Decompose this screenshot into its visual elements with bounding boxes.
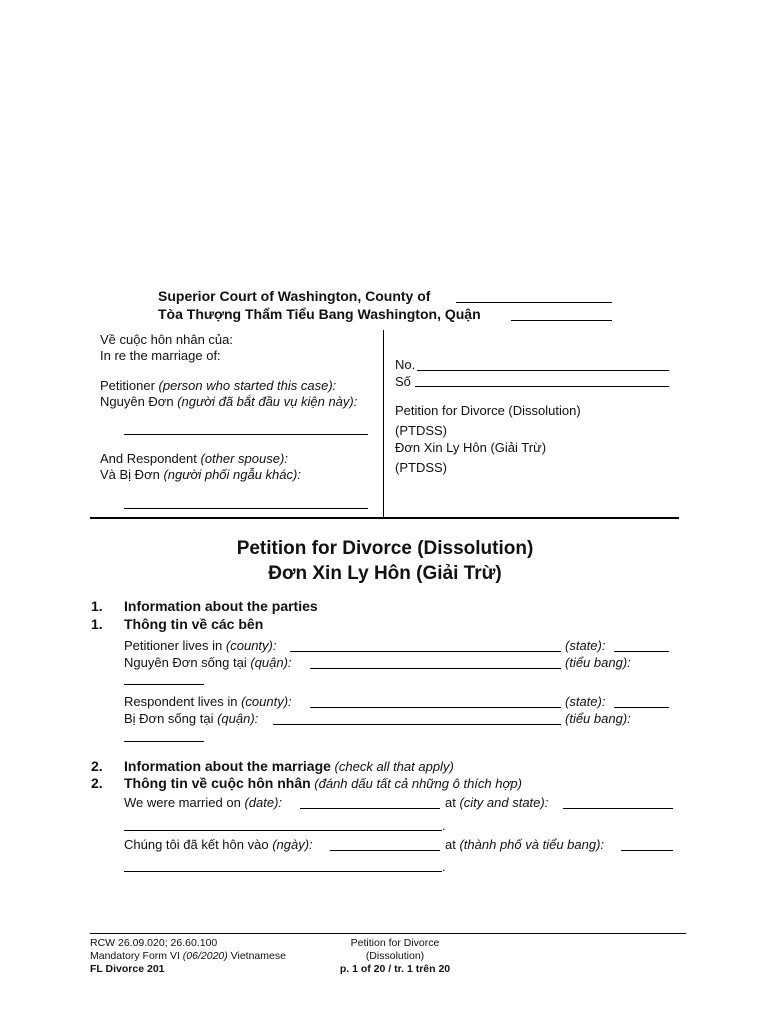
married-at-vi: at (thành phố và tiểu bang): [445, 837, 605, 852]
period-en: . [442, 818, 446, 833]
section2-num-en: 2. [91, 758, 103, 774]
petitioner-county-field-vi[interactable] [310, 668, 561, 669]
respondent-county-field[interactable] [310, 707, 561, 708]
respondent-state-label: (state): [565, 694, 606, 709]
footer-form-id: FL Divorce 201 [90, 963, 165, 975]
court-title-vi: Tòa Thượng Thẩm Tiểu Bang Washington, Quận [158, 306, 481, 322]
marriage-city-field-vi-cont[interactable] [124, 871, 442, 872]
petitioner-label-vi: Nguyên Đơn (người đã bắt đầu vụ kiện này): [100, 394, 358, 409]
respondent-state-field[interactable] [614, 707, 669, 708]
petitioner-lives-en: Petitioner lives in (county): [124, 638, 277, 653]
page-title-en: Petition for Divorce (Dissolution) [236, 538, 534, 559]
married-at-en: at (city and state): [445, 795, 549, 810]
footer-rcw: RCW 26.09.020; 26.60.100 [90, 937, 218, 949]
marriage-city-field-vi[interactable] [621, 850, 673, 851]
case-title-vi: Đơn Xin Ly Hôn (Giải Trừ) [395, 440, 547, 455]
respondent-label-vi: Và Bị Đơn (người phối ngẫu khác): [100, 467, 301, 482]
section1-num-en: 1. [91, 598, 103, 614]
section1-heading-en: Information about the parties [124, 598, 318, 614]
section1-heading-vi: Thông tin về các bên [124, 616, 264, 632]
respondent-state-field-vi[interactable] [124, 741, 204, 742]
footer-mandatory: Mandatory Form VI (06/2020) Vietnamese [90, 950, 286, 962]
period-vi: . [442, 859, 446, 874]
footer-center-title: Petition for Divorce [350, 937, 440, 949]
caption-bottom-rule [90, 517, 679, 519]
marriage-date-field-vi[interactable] [330, 850, 440, 851]
petitioner-state-field-vi[interactable] [124, 684, 204, 685]
case-abbr-en: (PTDSS) [395, 423, 447, 438]
petitioner-name-field[interactable] [124, 434, 368, 435]
court-title-en: Superior Court of Washington, County of [158, 288, 431, 304]
case-title-en: Petition for Divorce (Dissolution) [395, 403, 581, 418]
petitioner-state-field[interactable] [614, 651, 669, 652]
section2-heading-en: Information about the marriage (check all that apply) [124, 758, 454, 774]
case-no-field[interactable] [417, 370, 669, 371]
married-on-en: We were married on (date): [124, 795, 283, 810]
county-blank[interactable] [456, 302, 612, 303]
case-abbr-vi: (PTDSS) [395, 460, 447, 475]
marriage-date-field[interactable] [300, 808, 440, 809]
petitioner-label-en: Petitioner (person who started this case): [100, 378, 337, 393]
section2-heading-vi: Thông tin về cuộc hôn nhân (đánh dấu tất cả những ô thích hợp) [124, 775, 522, 791]
footer-rule [90, 933, 686, 934]
marriage-label-en: In re the marriage of: [100, 348, 221, 363]
respondent-county-field-vi[interactable] [273, 724, 561, 725]
petitioner-state-label: (state): [565, 638, 606, 653]
respondent-lives-vi: Bị Đơn sống tại (quận): [124, 711, 259, 726]
section2-num-vi: 2. [91, 775, 103, 791]
footer-center-sub: (Dissolution) [365, 950, 425, 962]
case-no-label-vi: Số [395, 374, 411, 389]
petitioner-state-label-vi: (tiểu bang): [565, 655, 631, 670]
respondent-lives-en: Respondent lives in (county): [124, 694, 292, 709]
respondent-name-field[interactable] [124, 508, 368, 509]
page-title-vi: Đơn Xin Ly Hôn (Giải Trừ) [268, 563, 502, 584]
marriage-label-vi: Về cuộc hôn nhân của: [100, 332, 233, 347]
married-on-vi: Chúng tôi đã kết hôn vào (ngày): [124, 837, 313, 852]
marriage-city-field-cont[interactable] [124, 830, 442, 831]
case-no-field-vi[interactable] [415, 386, 669, 387]
caption-divider [383, 330, 384, 518]
marriage-city-field[interactable] [563, 808, 673, 809]
case-no-label-en: No. [395, 357, 416, 372]
respondent-state-label-vi: (tiểu bang): [565, 711, 631, 726]
petitioner-county-field[interactable] [290, 651, 561, 652]
footer-page-number: p. 1 of 20 / tr. 1 trên 20 [339, 963, 451, 975]
section1-num-vi: 1. [91, 616, 103, 632]
petitioner-lives-vi: Nguyên Đơn sống tại (quận): [124, 655, 292, 670]
county-blank-vi[interactable] [511, 320, 612, 321]
respondent-label-en: And Respondent (other spouse): [100, 451, 288, 466]
